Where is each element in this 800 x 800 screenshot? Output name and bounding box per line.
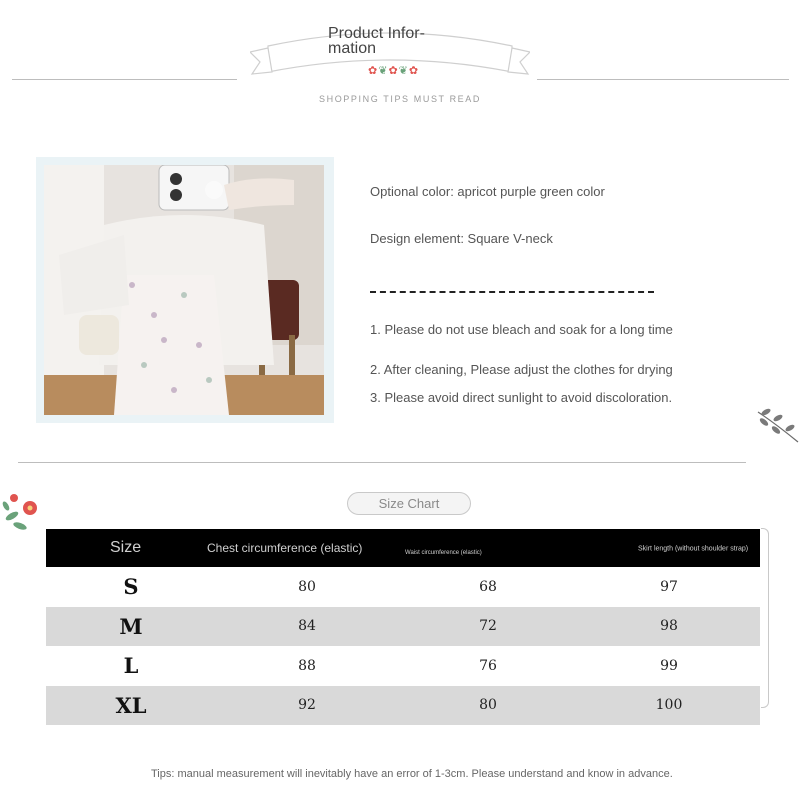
- flower-decoration-icon: [0, 488, 48, 536]
- header-divider-left: [12, 79, 237, 80]
- section-divider: [18, 462, 746, 463]
- optional-color-text: Optional color: apricot purple green color: [370, 184, 605, 199]
- care-instruction-2: 2. After cleaning, Please adjust the clothes for drying: [370, 362, 673, 377]
- header-waist: Waist circumference (elastic): [405, 550, 482, 556]
- page-subtitle: SHOPPING TIPS MUST READ: [319, 94, 481, 104]
- flower-ornament-icon: ✿❦✿❦✿: [368, 65, 420, 77]
- table-row: XL 92 80 100: [46, 686, 760, 726]
- leaf-decoration-icon: [756, 406, 800, 446]
- product-photo: [44, 165, 324, 415]
- table-side-bracket: [761, 528, 769, 708]
- dashed-divider: [370, 291, 654, 293]
- header-skirt: Skirt length (without shoulder strap): [638, 545, 749, 553]
- size-chart-label: Size Chart: [347, 492, 471, 515]
- table-row: L 88 76 99: [123, 653, 678, 679]
- table-header: [46, 529, 760, 567]
- page-title: Product Infor- mation: [328, 25, 425, 57]
- header-chest: Chest circumference (elastic): [207, 541, 363, 555]
- table-row: S 80 68 97: [123, 574, 678, 600]
- header-size: Size: [110, 539, 142, 556]
- design-element-text: Design element: Square V-neck: [370, 231, 553, 246]
- header-divider-right: [537, 79, 789, 80]
- care-instruction-1: 1. Please do not use bleach and soak for a long time: [370, 322, 673, 337]
- measurement-tips: Tips: manual measurement will inevitably have an error of 1-3cm. Please understand and know in advance.: [151, 768, 673, 780]
- table-row: M 84 72 98: [46, 607, 760, 647]
- care-instruction-3: 3. Please avoid direct sunlight to avoid discoloration.: [370, 390, 673, 405]
- size-table: [46, 529, 760, 725]
